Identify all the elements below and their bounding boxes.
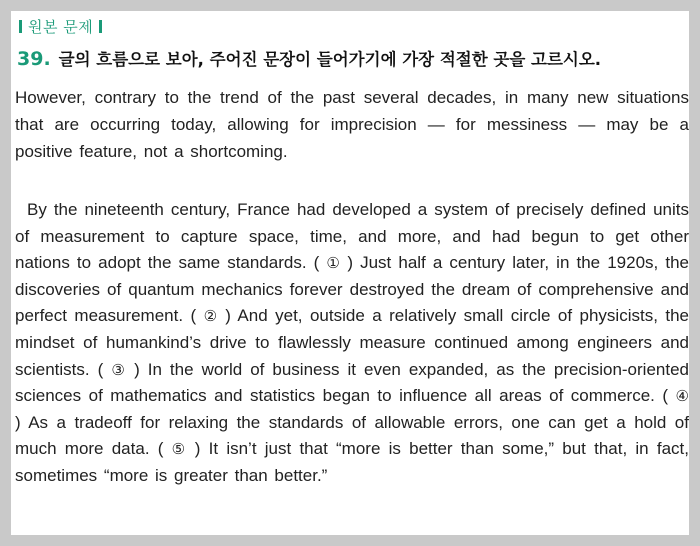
passage-segment: ) In the world of business it even expanded, as the precision-oriented sciences of mathematics and statistics began to influence all areas of commerce. (: [15, 359, 689, 406]
question-text: 글의 흐름으로 보아, 주어진 문장이 들어가기에 가장 적절한 곳을 고르시오.: [58, 50, 602, 69]
tag-label: 원본 문제: [28, 18, 94, 36]
problem-page: [11, 11, 689, 535]
passage-segment: ) Just half a century later, in the 1920s, the discoveries of quantum mechanics forever destroyed the dream of comprehensive and perfect measurement. (: [15, 253, 689, 326]
passage-segment: By the nineteenth century, France had developed a system of precisely defined units of measurement to capture space, time, and more, and had begun to get other nations to adopt the same standards. (: [15, 200, 689, 273]
tag-bar-right: [99, 20, 102, 33]
marker-5: ⑤: [171, 440, 187, 459]
original-problem-tag: [19, 17, 102, 37]
passage-segment: ) As a tradeoff for relaxing the standards of allowable errors, one can get a hold of much more data. (: [15, 412, 689, 459]
question-number: 39.: [17, 48, 51, 70]
marker-1: ①: [326, 254, 341, 273]
passage: [15, 197, 689, 490]
passage-segment: ) It isn’t just that “more is better than some,” but that, in fact, sometimes “more is greater than better.”: [15, 439, 689, 485]
marker-4: ④: [675, 387, 689, 406]
marker-3: ③: [111, 360, 127, 379]
given-sentence: However, contrary to the trend of the past several decades, in many new situations that are occurring today, allowing for imprecision — for messiness — may be a positive feature, not a shortcoming.: [15, 88, 689, 161]
marker-2: ②: [203, 307, 218, 326]
question-line: [17, 46, 689, 73]
tag-bar-left: [19, 20, 22, 33]
passage-segment: ) And yet, outside a relatively small circle of physicists, the mindset of humankind’s drive to flawlessly measure continued among engineers and scientists. (: [15, 306, 689, 379]
